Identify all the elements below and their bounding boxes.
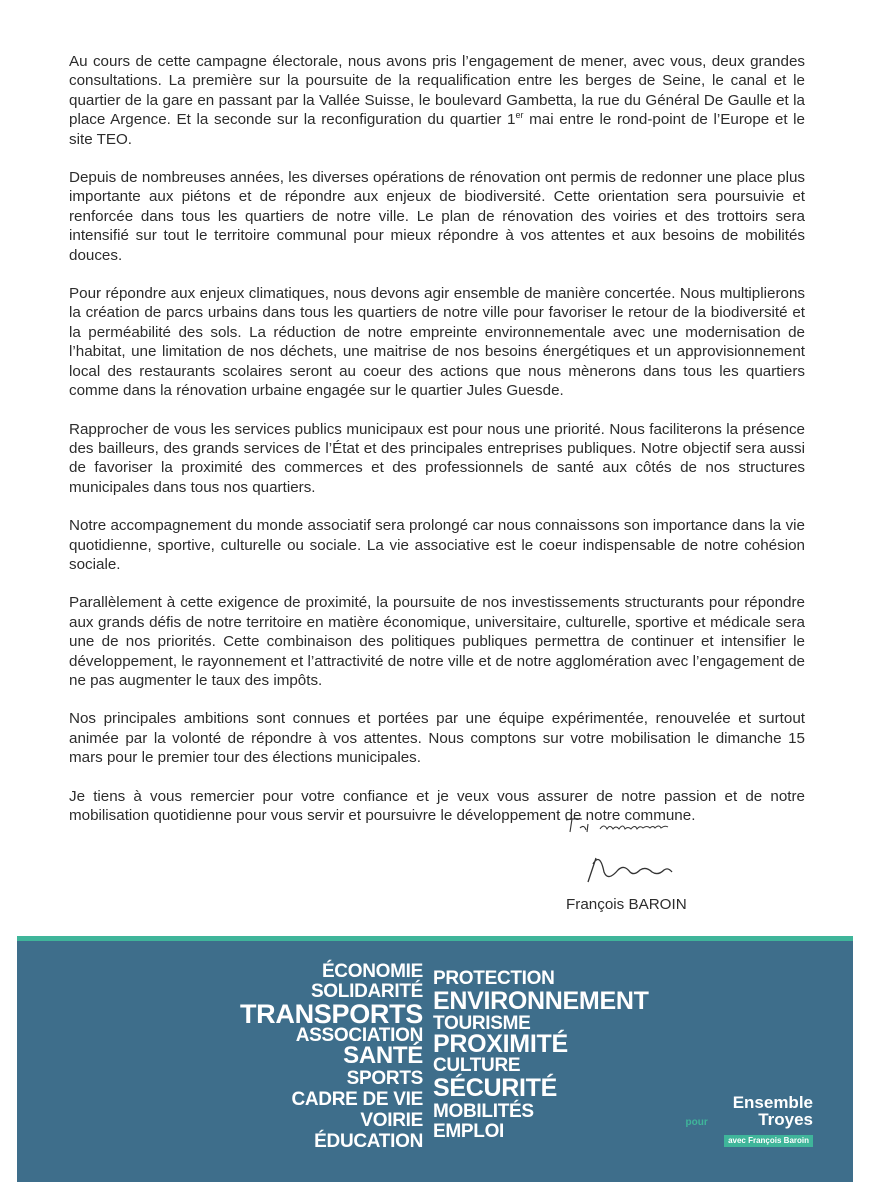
word-protection: PROTECTION <box>433 968 555 989</box>
logo-line-pour: pour <box>685 1117 708 1128</box>
paragraph-5: Notre accompagnement du monde associatif sera prolongé car nous connaissons son importance dans la vie quotidienne, sportive, culturelle ou sociale. La vie associative est le coeur indispensable de notre cohésion sociale. <box>69 517 805 573</box>
paragraph-7: Nos principales ambitions sont connues et portées par une équipe expérimentée, renouvelée et surtout animée par la volonté de répondre à vos attentes. Nous comptons sur votre mobilisation le dimanche 15 mars pour le premier tour des élections municipales. <box>69 710 805 767</box>
word-tourisme: TOURISME <box>433 1013 531 1034</box>
word-transports: TRANSPORTS <box>239 999 423 1029</box>
word-emploi: EMPLOI <box>433 1121 505 1142</box>
word-solidarite: SOLIDARITÉ <box>310 981 423 1002</box>
word-cadre-de-vie: CADRE DE VIE <box>291 1089 423 1110</box>
word-proximite: PROXIMITÉ <box>433 1030 568 1058</box>
word-voirie: VOIRIE <box>360 1110 423 1131</box>
word-environnement: ENVIRONNEMENT <box>433 987 649 1015</box>
handwritten-signature <box>560 812 760 897</box>
word-sante: SANTÉ <box>343 1042 423 1069</box>
word-association: ASSOCIATION <box>295 1025 423 1046</box>
paragraph-4: Rapprocher de vous les services publics municipaux est pour nous une priorité. Nous faciliterons la présence des bailleurs, des grands services de l’État et des principales entreprises publiques. Notre objectif sera aussi de favoriser la proximité des commerces et des professionnels de santé aux côtés de nos structures municipales dans tous nos quartiers. <box>69 420 805 496</box>
paragraph-2: Depuis de nombreuses années, les diverses opérations de rénovation ont permis de redonner une place plus importante aux piétons et de répondre aux enjeux de biodiversité. Cette orientation sera poursuivie et renforcée dans tous les quartiers de notre ville. Le plan de rénovation des voiries et des trottoirs sera intensifié sur tout le territoire communal pour mieux répondre à vos attentes et aux besoins de mobilités douces. <box>69 169 805 264</box>
campaign-logo <box>686 1094 813 1148</box>
signature-scribble <box>560 812 760 897</box>
paragraph-6: Parallèlement à cette exigence de proximité, la poursuite de nos investissements structurants pour répondre aux grands défis de notre territoire en matière économique, universitaire, culturelle, sportive et médicale sera une de nos priorités. Cette combinaison des politiques publiques permettra de continuer et intensifier le développement, le rayonnement et l’attractivité de notre ville et de notre agglomération avec l’engagement de ne pas augmenter le taux des impôts. <box>69 594 805 689</box>
signer-name: François BAROIN <box>566 896 687 913</box>
word-sports: SPORTS <box>346 1068 423 1089</box>
paragraph-1: Au cours de cette campagne électorale, nous avons pris l’engagement de mener, avec vous, deux grandes consultations. La première sur la poursuite de la requalification entre les berges de Seine, le canal et le quartier de la gare en passant par la Vallée Suisse, le boulevard Gambetta, la rue du Général De Gaulle et la place Argence. Et la seconde sur la reconfiguration du quartier 1er mai entre le rond-point de l’Europe et le site TEO. <box>69 53 805 148</box>
logo-line-troyes: Troyes <box>758 1110 813 1129</box>
word-mobilites: MOBILITÉS <box>433 1101 534 1122</box>
paragraph-3: Pour répondre aux enjeux climatiques, nous devons agir ensemble de manière concertée. Nous multiplierons la création de parcs urbains dans tous les quartiers de notre ville pour favoriser le retour de la biodiversité et la perméabilité des sols. La réduction de notre empreinte environnementale avec une modernisation de l’habitat, une limitation de nos déchets, une maitrise de nos besoins énergétiques et un approvisionnement local des restaurants scolaires seront au coeur des actions que nous mènerons dans tous les quartiers comme dans la rénovation urbaine engagée sur le quartier Jules Guesde. <box>69 285 805 400</box>
word-culture: CULTURE <box>433 1055 521 1076</box>
logo-line-ensemble: Ensemble <box>732 1093 813 1112</box>
word-economie: ÉCONOMIE <box>321 961 423 982</box>
campaign-banner <box>17 936 853 1182</box>
logo-tagline: avec François Baroin <box>724 1135 813 1147</box>
paragraph-8: Je tiens à vous remercier pour votre confiance et je veux vous assurer de notre passion et de notre mobilisation quotidienne pour vous servir et poursuivre le développement de notre commune. <box>69 787 805 824</box>
word-securite: SÉCURITÉ <box>433 1074 558 1102</box>
letter-body <box>69 52 805 844</box>
word-education: ÉDUCATION <box>314 1131 423 1152</box>
